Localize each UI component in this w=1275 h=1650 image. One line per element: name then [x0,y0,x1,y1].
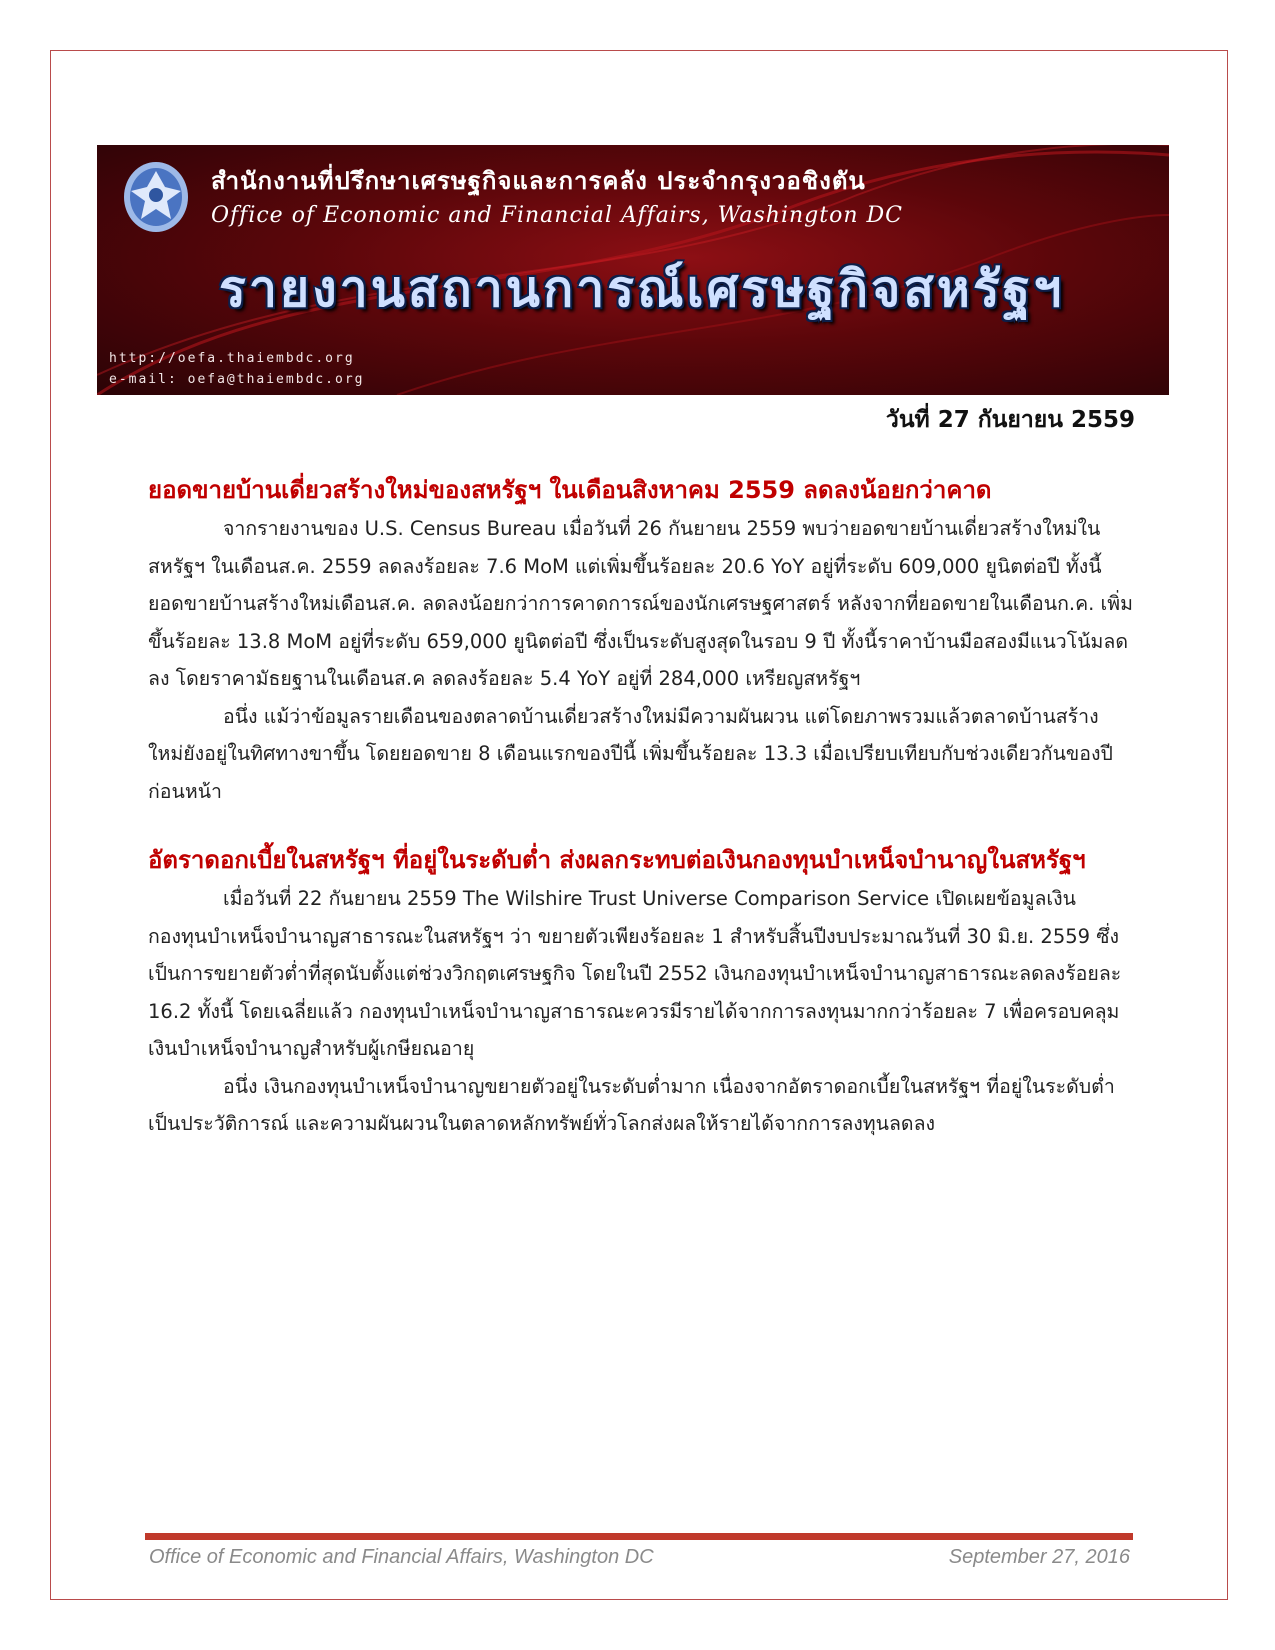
office-name-thai: สำนักงานที่ปรึกษาเศรษฐกิจและการคลัง ประจำกรุงวอชิงตัน [211,167,866,195]
article-heading-pension-funds: อัตราดอกเบี้ยในสหรัฐฯ ที่อยู่ในระดับต่ำ ส่งผลกระทบต่อเงินกองทุนบำเหน็จบำนาญในสหรัฐฯ [148,846,1086,874]
footer-office-name: Office of Economic and Financial Affairs, Washington DC [149,1546,654,1568]
report-banner [97,145,1169,395]
contact-email[interactable]: e-mail: oefa@thaiembdc.org [109,372,365,387]
article-paragraph: อนึ่ง เงินกองทุนบำเหน็จบำนาญขยายตัวอยู่ในระดับต่ำมาก เนื่องจากอัตราดอกเบี้ยในสหรัฐฯ ที่อยู่ในระดับต่ำเป็นประวัติการณ์ และความผันผวนในตลาดหลักทรัพย์ทั่วโลกส่งผลให้รายได้จากการลงทุนลดลง [148,1074,1115,1135]
report-date: วันที่ 27 กันยายน 2559 [885,407,1135,433]
report-body [148,470,1133,1143]
article-paragraph: เมื่อวันที่ 22 กันยายน 2559 The Wilshire Trust Universe Comparison Service เปิดเผยข้อมูลเงินกองทุนบำเหน็จบำนาญสาธารณะในสหรัฐฯ ว่า ขยายตัวเพียงร้อยละ 1 สำหรับสิ้นปีงบประมาณวันที่ 30 มิ.ย. 2559 ซึ่งเป็นการขยายตัวต่ำที่สุดนับตั้งแต่ช่วงวิกฤตเศรษฐกิจ โดยในปี 2552 เงินกองทุนบำเหน็จบำนาญสาธารณะลดลงร้อยละ 16.2 ทั้งนี้ โดยเฉลี่ยแล้ว กองทุนบำเหน็จบำนาญสาธารณะควรมีรายได้จากการลงทุนมากกว่าร้อยละ 7 เพื่อครอบคลุมเงินบำเหน็จบำนาญสำหรับผู้เกษียณอายุ [148,887,1122,1060]
section-spacer [148,810,1133,840]
garuda-emblem-icon [121,157,191,235]
article-heading-new-home-sales: ยอดขายบ้านเดี่ยวสร้างใหม่ของสหรัฐฯ ในเดือนสิงหาคม 2559 ลดลงน้อยกว่าคาด [148,476,992,504]
office-name-english: Office of Economic and Financial Affairs, Washington DC [211,203,903,228]
article-paragraph: จากรายงานของ U.S. Census Bureau เมื่อวันที่ 26 กันยายน 2559 พบว่ายอดขายบ้านเดี่ยวสร้างใหม่ในสหรัฐฯ ในเดือนส.ค. 2559 ลดลงร้อยละ 7.6 MoM แต่เพิ่มขึ้นร้อยละ 20.6 YoY อยู่ที่ระดับ 609,000 ยูนิตต่อปี ทั้งนี้ ยอดขายบ้านสร้างใหม่เดือนส.ค. ลดลงน้อยกว่าการคาดการณ์ของนักเศรษฐศาสตร์ หลังจากที่ยอดขายในเดือนก.ค. เพิ่มขึ้นร้อยละ 13.8 MoM อยู่ที่ระดับ 659,000 ยูนิตต่อปี ซึ่งเป็นระดับสูงสุดในรอบ 9 ปี ทั้งนี้ราคาบ้านมือสองมีแนวโน้มลดลง โดยราคามัธยฐานในเดือนส.ค ลดลงร้อยละ 5.4 YoY อยู่ที่ 284,000 เหรียญสหรัฐฯ [148,517,1133,690]
website-url[interactable]: http://oefa.thaiembdc.org [109,351,355,366]
footer-rule [145,1533,1133,1540]
footer-date: September 27, 2016 [948,1546,1130,1568]
article-paragraph: อนึ่ง แม้ว่าข้อมูลรายเดือนของตลาดบ้านเดี่ยวสร้างใหม่มีความผันผวน แต่โดยภาพรวมแล้วตลาดบ้านสร้างใหม่ยังอยู่ในทิศทางขาขึ้น โดยยอดขาย 8 เดือนแรกของปีนี้ เพิ่มขึ้นร้อยละ 13.3 เมื่อเปรียบเทียบกับช่วงเดียวกันของปีก่อนหน้า [148,704,1113,803]
report-title: รายงานสถานการณ์เศรษฐกิจสหรัฐฯ [219,260,1065,318]
